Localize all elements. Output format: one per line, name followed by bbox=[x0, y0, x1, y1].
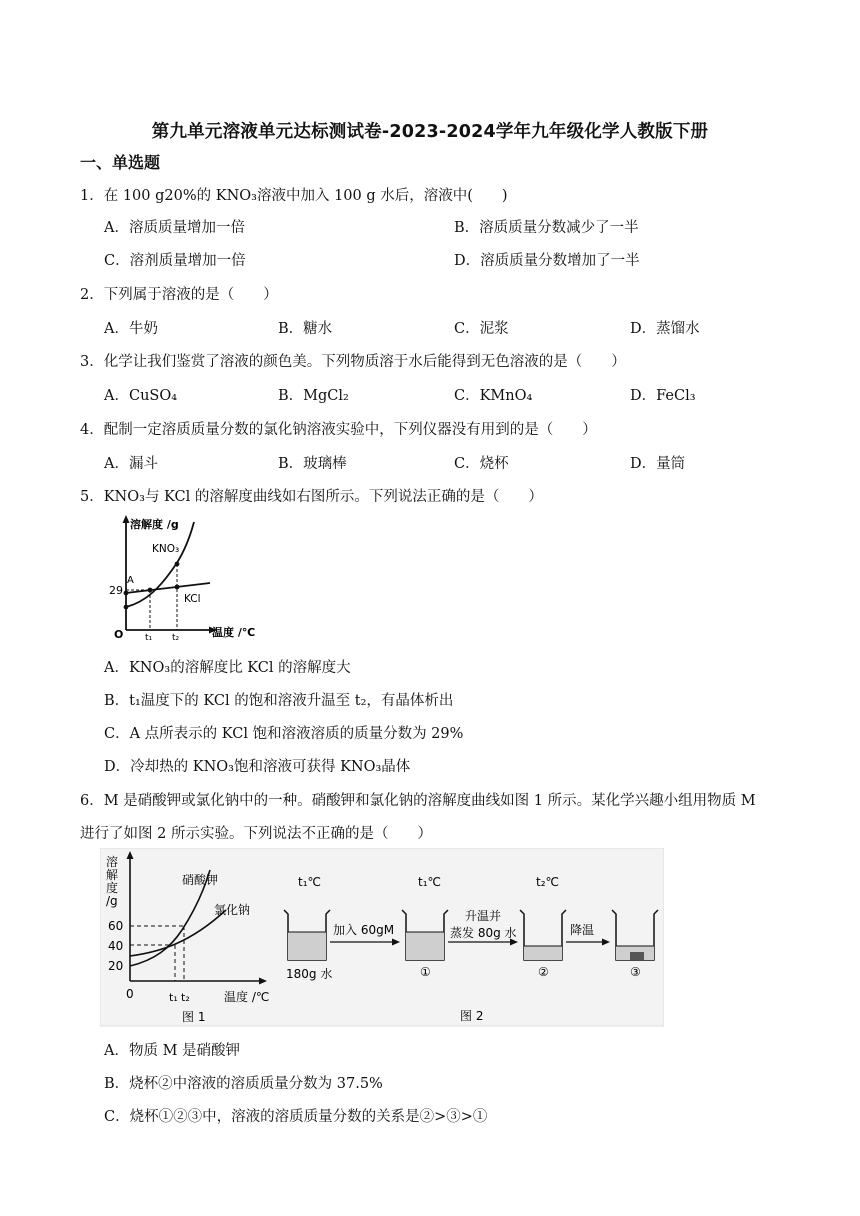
fig1-xtick-t2: t₂ bbox=[181, 991, 190, 1004]
q1-option-b: B．溶质质量分数减少了一半 bbox=[454, 220, 639, 236]
figure-q6 bbox=[100, 848, 664, 1028]
q5-option-c: C．A 点所表示的 KCl 饱和溶液溶质的质量分数为 29% bbox=[104, 726, 464, 742]
q4-option-b: B．玻璃棒 bbox=[278, 456, 347, 472]
fig1-ytick-20: 20 bbox=[108, 959, 124, 973]
q2-option-c: C．泥浆 bbox=[454, 321, 509, 337]
fig1-xtick-t1: t₁ bbox=[169, 991, 178, 1004]
kcl-start-point bbox=[124, 591, 129, 596]
q3-option-d: D．FeCl₃ bbox=[630, 388, 696, 404]
question-1-stem: 1．在 100 g20%的 KNO₃溶液中加入 100 g 水后，溶液中( ) bbox=[80, 188, 508, 204]
q3-option-a: A．CuSO₄ bbox=[104, 388, 178, 404]
intersection-point bbox=[148, 588, 153, 593]
arrow-1-label: 加入 60gM bbox=[333, 923, 395, 937]
kno3-series-label: KNO₃ bbox=[152, 543, 180, 555]
point-a-label: A bbox=[127, 575, 134, 586]
q4-option-c: C．烧杯 bbox=[454, 456, 509, 472]
kcl-curve bbox=[126, 583, 210, 593]
beaker-0-temp: t₁℃ bbox=[298, 875, 321, 889]
beaker-3-label: ③ bbox=[630, 965, 641, 979]
question-5-stem: 5．KNO₃与 KCl 的溶解度曲线如右图所示。下列说法正确的是（ ） bbox=[80, 489, 543, 505]
beaker-0-liquid bbox=[288, 932, 326, 960]
q4-option-d: D．量筒 bbox=[630, 456, 686, 472]
beaker-1-label: ① bbox=[420, 965, 431, 979]
q5-option-d: D．冷却热的 KNO₃饱和溶液可获得 KNO₃晶体 bbox=[104, 759, 411, 775]
fig1-ylabel-3: 度 bbox=[106, 881, 119, 895]
origin-label: O bbox=[114, 628, 124, 641]
q6-option-c: C．烧杯①②③中，溶液的溶质质量分数的关系是②>③>① bbox=[104, 1109, 488, 1125]
kno3-t2-point bbox=[175, 562, 180, 567]
page-title: 第九单元溶液单元达标测试卷-2023-2024学年九年级化学人教版下册 bbox=[151, 122, 709, 142]
y-axis-label: 溶解度 /g bbox=[130, 518, 179, 531]
q4-option-a: A．漏斗 bbox=[104, 456, 158, 472]
q2-option-b: B．糖水 bbox=[278, 321, 333, 337]
arrow-2-label-1: 升温并 bbox=[465, 909, 502, 923]
fig1-origin: 0 bbox=[126, 987, 134, 1001]
q1-option-a: A．溶质质量增加一倍 bbox=[104, 220, 245, 236]
section-heading: 一、单选题 bbox=[80, 153, 161, 172]
q5-option-a: A．KNO₃的溶解度比 KCl 的溶解度大 bbox=[104, 660, 351, 676]
figure-q5-solubility-curve bbox=[100, 512, 280, 644]
fig1-ylabel-4: /g bbox=[106, 894, 118, 908]
q3-option-c: C．KMnO₄ bbox=[454, 388, 533, 404]
fig1-caption: 图 1 bbox=[182, 1010, 206, 1024]
beaker-3-crystals bbox=[630, 952, 644, 960]
beaker-2-label: ② bbox=[538, 965, 549, 979]
q3-option-b: B．MgCl₂ bbox=[278, 388, 349, 404]
x-tick-t2: t₂ bbox=[172, 633, 180, 643]
beaker-2-temp: t₂℃ bbox=[536, 875, 559, 889]
kcl-series-label: KCl bbox=[184, 593, 201, 605]
question-4-stem: 4．配制一定溶质质量分数的氯化钠溶液实验中，下列仪器没有用到的是（ ） bbox=[80, 422, 597, 438]
q6-option-b: B．烧杯②中溶液的溶质质量分数为 37.5% bbox=[104, 1076, 383, 1092]
y-axis-arrow bbox=[123, 515, 130, 523]
fig1-series-nacl: 氯化钠 bbox=[214, 903, 251, 917]
fig1-ytick-40: 40 bbox=[108, 939, 124, 953]
x-tick-t1: t₁ bbox=[145, 633, 153, 643]
q1-option-c: C．溶剂质量增加一倍 bbox=[104, 253, 246, 269]
fig1-xlabel: 温度 /℃ bbox=[224, 990, 270, 1004]
q1-option-d: D．溶质质量分数增加了一半 bbox=[454, 253, 640, 269]
beaker-1-temp: t₁℃ bbox=[418, 875, 441, 889]
question-6-stem-line2: 进行了如图 2 所示实验。下列说法不正确的是（ ） bbox=[80, 826, 432, 842]
fig1-ytick-60: 60 bbox=[108, 919, 124, 933]
question-6-stem-line1: 6．M 是硝酸钾或氯化钠中的一种。硝酸钾和氯化钠的溶解度曲线如图 1 所示。某化学兴趣小组用物质 M bbox=[80, 793, 756, 809]
kno3-start-point bbox=[124, 605, 129, 610]
fig1-series-kno3: 硝酸钾 bbox=[182, 873, 219, 887]
q2-option-a: A．牛奶 bbox=[104, 321, 158, 337]
arrow-2-label-2: 蒸发 80g 水 bbox=[450, 926, 517, 940]
beaker-0-label: 180g 水 bbox=[286, 967, 333, 981]
y-tick-label: 29 bbox=[109, 584, 123, 597]
q6-option-a: A．物质 M 是硝酸钾 bbox=[104, 1043, 241, 1059]
fig2-caption: 图 2 bbox=[460, 1009, 484, 1023]
x-axis-label: 温度 /℃ bbox=[212, 626, 256, 639]
beaker-2-liquid bbox=[524, 946, 562, 960]
question-2-stem: 2．下列属于溶液的是（ ） bbox=[80, 287, 278, 303]
fig1-ylabel-1: 溶 bbox=[106, 855, 119, 869]
q5-option-b: B．t₁温度下的 KCl 的饱和溶液升温至 t₂，有晶体析出 bbox=[104, 693, 454, 709]
question-3-stem: 3．化学让我们鉴赏了溶液的颜色美。下列物质溶于水后能得到无色溶液的是（ ） bbox=[80, 354, 626, 370]
arrow-3-label: 降温 bbox=[570, 923, 595, 937]
fig1-ylabel-2: 解 bbox=[106, 868, 119, 882]
q2-option-d: D．蒸馏水 bbox=[630, 321, 700, 337]
kcl-t2-point bbox=[175, 585, 180, 590]
beaker-1-liquid bbox=[406, 932, 444, 960]
